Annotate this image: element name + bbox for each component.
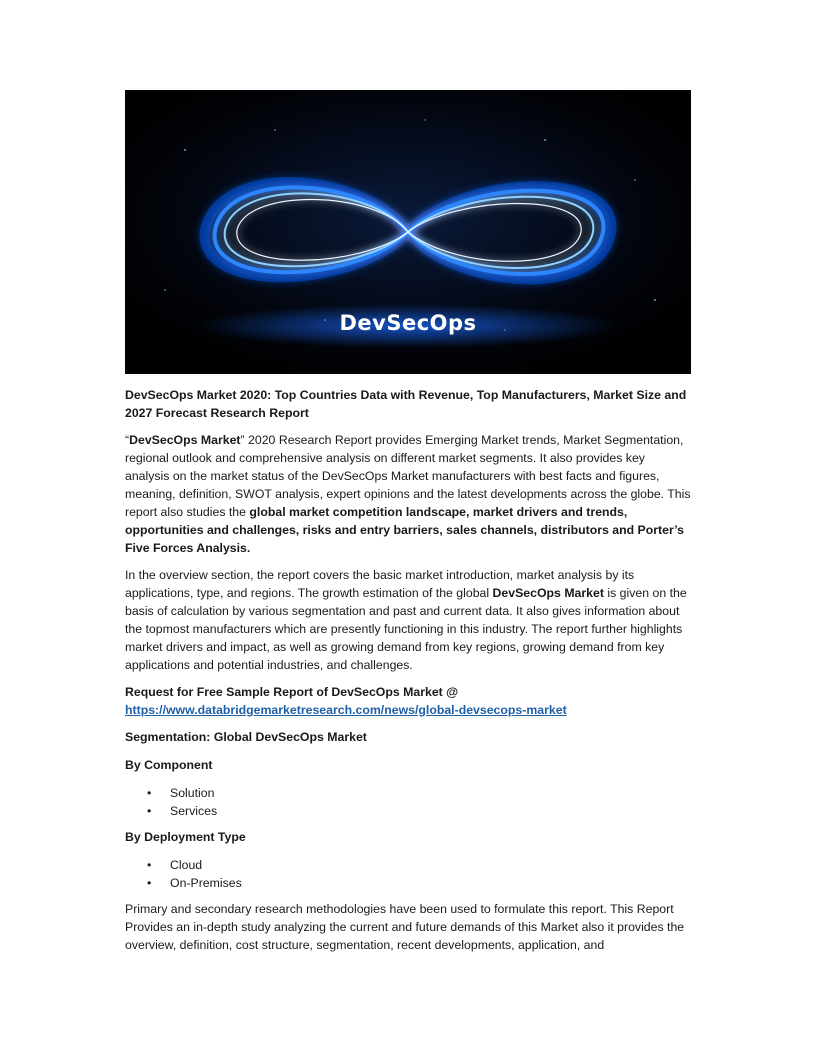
closing-paragraph: Primary and secondary research methodologies have been used to formulate this report. This Report Provides an in-depth study analyzing the current and future demands of this Market also it provides the overview, definition, cost structure, segmentation, recent developments, application, and (125, 902, 685, 952)
request-link[interactable]: https://www.databridgemarketresearch.com/news/global-devsecops-market (125, 703, 567, 717)
overview-text-1: In the overview section, the report covers the basic market introduction, market analysis by its applications, type, and regions. The growth estimation of the global (125, 568, 635, 600)
list-item: • Services (125, 802, 691, 820)
deployment-list (125, 856, 691, 892)
intro-paragraph (125, 431, 691, 557)
segmentation-heading: Segmentation: Global DevSecOps Market (125, 730, 367, 744)
list-item: • On-Premises (125, 874, 691, 892)
document-content (125, 90, 691, 963)
overview-bold: DevSecOps Market (492, 586, 604, 600)
request-label: Request for Free Sample Report of DevSecOps Market @ (125, 685, 459, 699)
quote-mark: “ (125, 433, 130, 447)
overview-text-2: is given on the basis of calculation by various segmentation and past and current data. It also gives information about the topmost manufacturers which are presently functioning in this industry. The report further highlights market drivers and impact, as well as growing demand from key regions, growing demand from key applications and potential industries, and challenges. (125, 586, 687, 672)
overview-paragraph (125, 566, 691, 674)
list-item: • Cloud (125, 856, 691, 874)
intro-text: ” 2020 Research Report provides Emerging Market trends, Market Segmentation, regional outlook and comprehensive analysis on different market segments. It also provides key analysis on the market status of the DevSecOps Market manufacturers with best facts and figures, meaning, definition, SWOT analysis, expert opinions and the latest developments across the globe. This report also studies the (125, 433, 691, 519)
article-title: DevSecOps Market 2020: Top Countries Data with Revenue, Top Manufacturers, Market Size and 2027 Forecast Research Report (125, 388, 687, 420)
by-component-heading: By Component (125, 758, 213, 772)
request-paragraph (125, 683, 691, 719)
hero-label: DevSecOps (339, 311, 477, 335)
component-list (125, 784, 691, 820)
market-name: DevSecOps Market (129, 433, 241, 447)
by-deployment-heading: By Deployment Type (125, 830, 246, 844)
intro-bold-text: global market competition landscape, market drivers and trends, opportunities and challenges, risks and entry barriers, sales channels, distributors and Porter’s Five Forces Analysis. (125, 505, 684, 555)
hero-image (125, 90, 691, 374)
list-item: • Solution (125, 784, 691, 802)
